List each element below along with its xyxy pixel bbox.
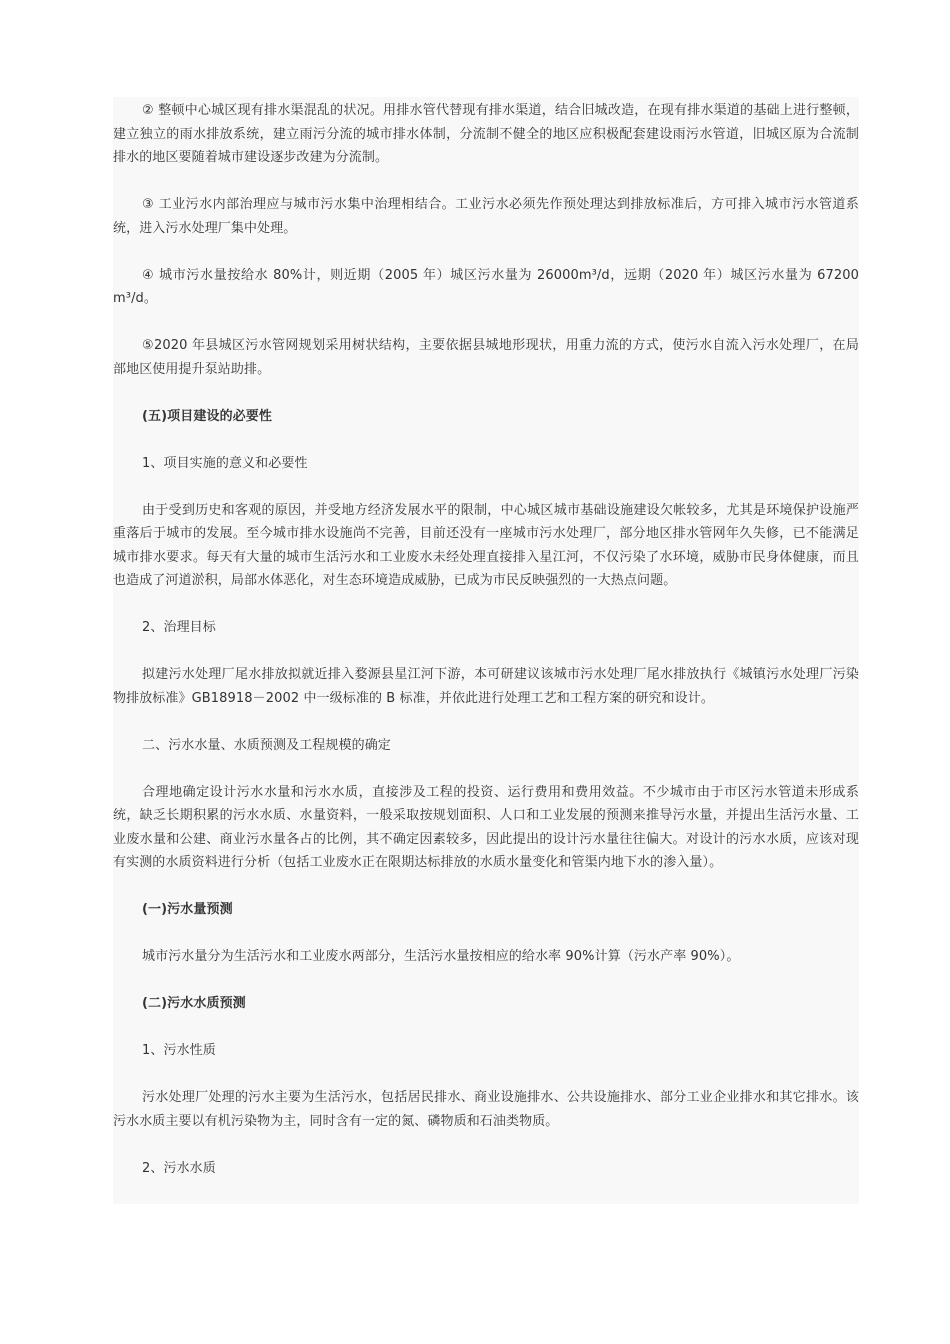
section-heading-volume-forecast: (一)污水量预测 — [142, 902, 233, 917]
subheading-sewage-quality: 2、污水水质 — [142, 1160, 216, 1176]
paragraph-industrial-wastewater: ③ 工业污水内部治理应与城市污水集中治理相结合。工业污水必须先作预处理达到排放标准后，方可排入城市污水管道系统，进入污水处理厂集中处理。 — [113, 197, 859, 236]
subheading-sewage-nature: 1、污水性质 — [142, 1043, 216, 1058]
paragraph-design-determination: 合理地确定设计污水水量和污水水质，直接涉及工程的投资、运行费用和费用效益。不少城市由于市区污水管道未形成系统，缺乏长期积累的污水水质、水量资料，一般采取按规划面积、人口和工业发展的预测来推导污水量，并提出生活污水量、工业废水量和公建、商业污水量各占的比例，其不确定因素较多，因此提出的设计污水量往往偏大。对设计的污水水质，应该对现有实测的水质资料进行分析（包括工业废水正在限期达标排放的水质水量变化和管渠内地下水的渗入量）。 — [113, 784, 859, 870]
document-body — [113, 97, 859, 1204]
chapter-heading-forecast: 二、污水水量、水质预测及工程规模的确定 — [142, 737, 391, 753]
paragraph-pipe-network-2020: ⑤2020 年县城区污水管网规划采用树状结构，主要依据县城地形现状，用重力流的方式，使污水自流入污水处理厂，在局部地区使用提升泵站助排。 — [113, 338, 859, 377]
section-heading-necessity: (五)项目建设的必要性 — [142, 408, 272, 424]
paragraph-sewage-nature: 污水处理厂处理的污水主要为生活污水，包括居民排水、商业设施排水、公共设施排水、部分工业企业排水和其它排水。该污水水质主要以有机污染物为主，同时含有一定的氮、磷物质和石油类物质。 — [113, 1090, 859, 1129]
paragraph-drainage-reorganization: ② 整顿中心城区现有排水渠混乱的状况。用排水管代替现有排水渠道，结合旧城改造，在现有排水渠道的基础上进行整顿，建立独立的雨水排放系统，建立雨污分流的城市排水体制，分流制不健全的地区应积极配套建设雨污水管道，旧城区原为合流制排水的地区要随着城市建设逐步改建为分流制。 — [113, 103, 859, 165]
paragraph-volume-composition: 城市污水量分为生活污水和工业废水两部分，生活污水量按相应的给水率 90%计算（污水产率 90%）。 — [142, 949, 740, 964]
subheading-treatment-target: 2、治理目标 — [142, 620, 216, 635]
paragraph-discharge-standard: 拟建污水处理厂尾水排放拟就近排入婺源县星江河下游，本可研建议该城市污水处理厂尾水排放执行《城镇污水处理厂污染物排放标准》GB18918－2002 中一级标准的 B 标准，并依此进行处理工艺和工程方案的研究和设计。 — [113, 667, 859, 706]
subheading-significance: 1、项目实施的意义和必要性 — [142, 455, 308, 471]
paragraph-background: 由于受到历史和客观的原因，并受地方经济发展水平的限制，中心城区城市基础设施建设欠帐较多，尤其是环境保护设施严重落后于城市的发展。至今城市排水设施尚不完善，目前还没有一座城市污水处理厂，部分地区排水管网年久失修，已不能满足城市排水要求。每天有大量的城市生活污水和工业废水未经处理直接排入星江河，不仅污染了水环境，威胁市民身体健康，而且也造成了河道淤积，局部水体恶化，对生态环境造成威胁，已成为市民反映强烈的一大热点问题。 — [113, 502, 859, 588]
section-heading-quality-forecast: (二)污水水质预测 — [142, 996, 246, 1011]
paragraph-sewage-volume: ④ 城市污水量按给水 80%计，则近期（2005 年）城区污水量为 26000m³/d，远期（2020 年）城区污水量为 67200 m³/d。 — [113, 267, 859, 306]
